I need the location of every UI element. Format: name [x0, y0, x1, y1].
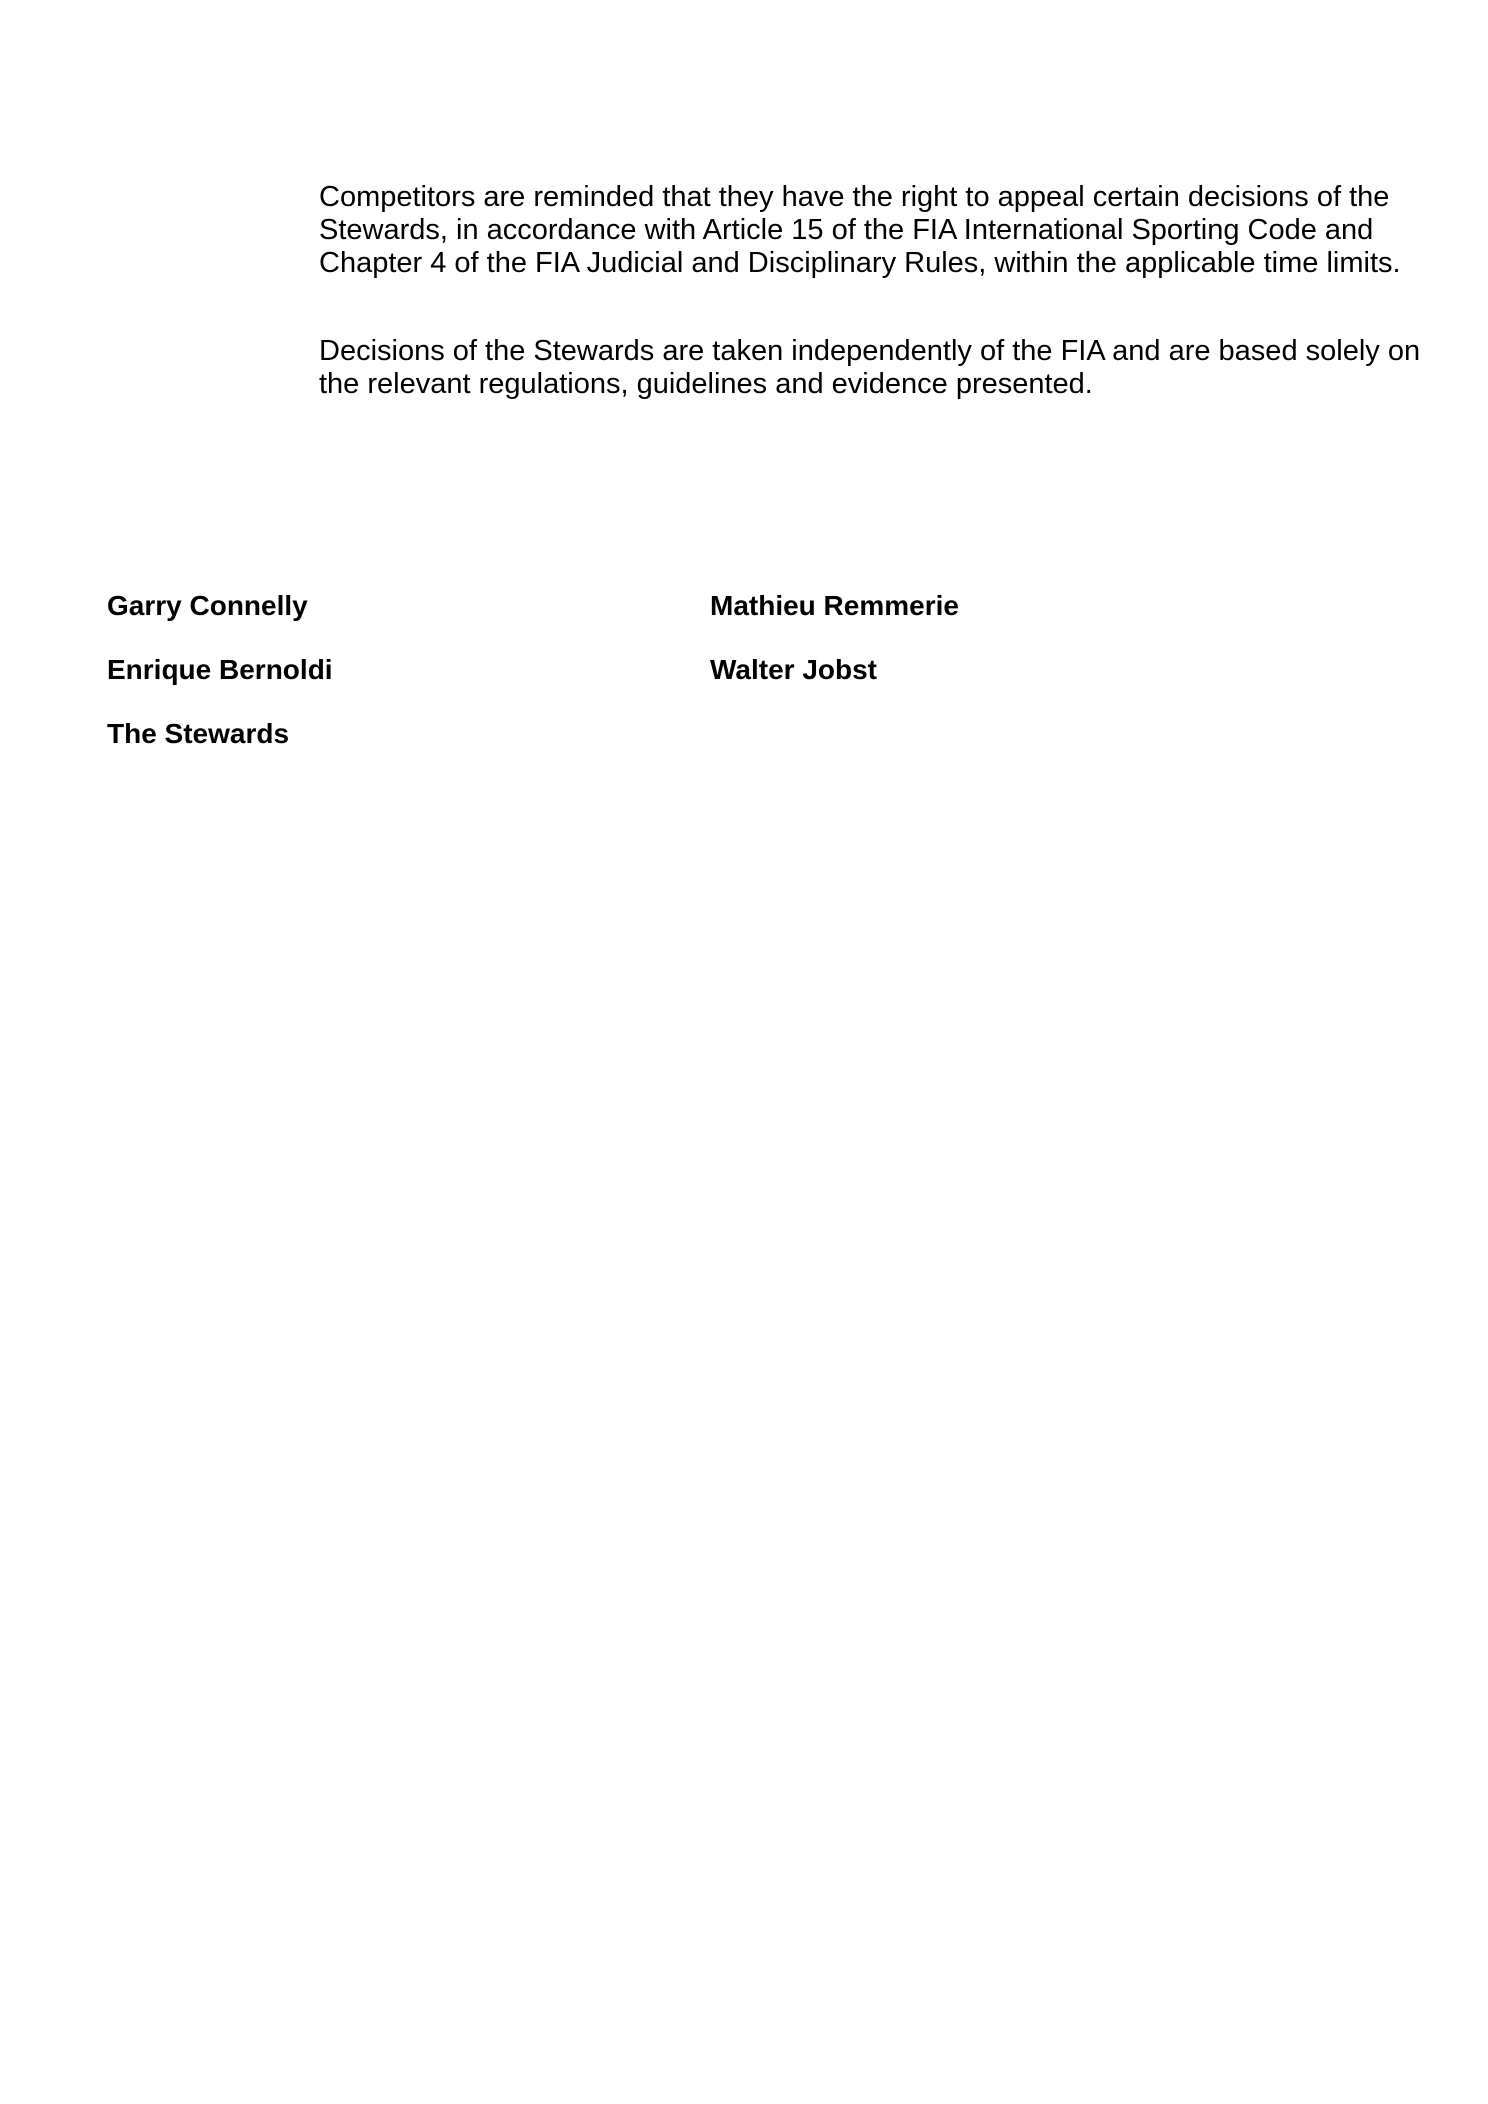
steward-name: Mathieu Remmerie	[710, 590, 959, 621]
stewards-closing-label: The Stewards	[107, 718, 290, 749]
steward-name: Enrique Bernoldi	[107, 654, 333, 685]
stewards-independence-paragraph: Decisions of the Stewards are taken independently of the FIA and are based solely on the relevant regulations, guidelines and evidence presented.	[319, 335, 1421, 400]
steward-name: Walter Jobst	[710, 654, 877, 685]
appeal-rights-paragraph: Competitors are reminded that they have the right to appeal certain decisions of the Stewards, in accordance with Article 15 of the FIA International Sporting Code and Chapter 4 of the FIA Judicial and Disciplinary Rules, within the applicable time limits.	[319, 181, 1401, 279]
steward-name: Garry Connelly	[107, 590, 308, 621]
